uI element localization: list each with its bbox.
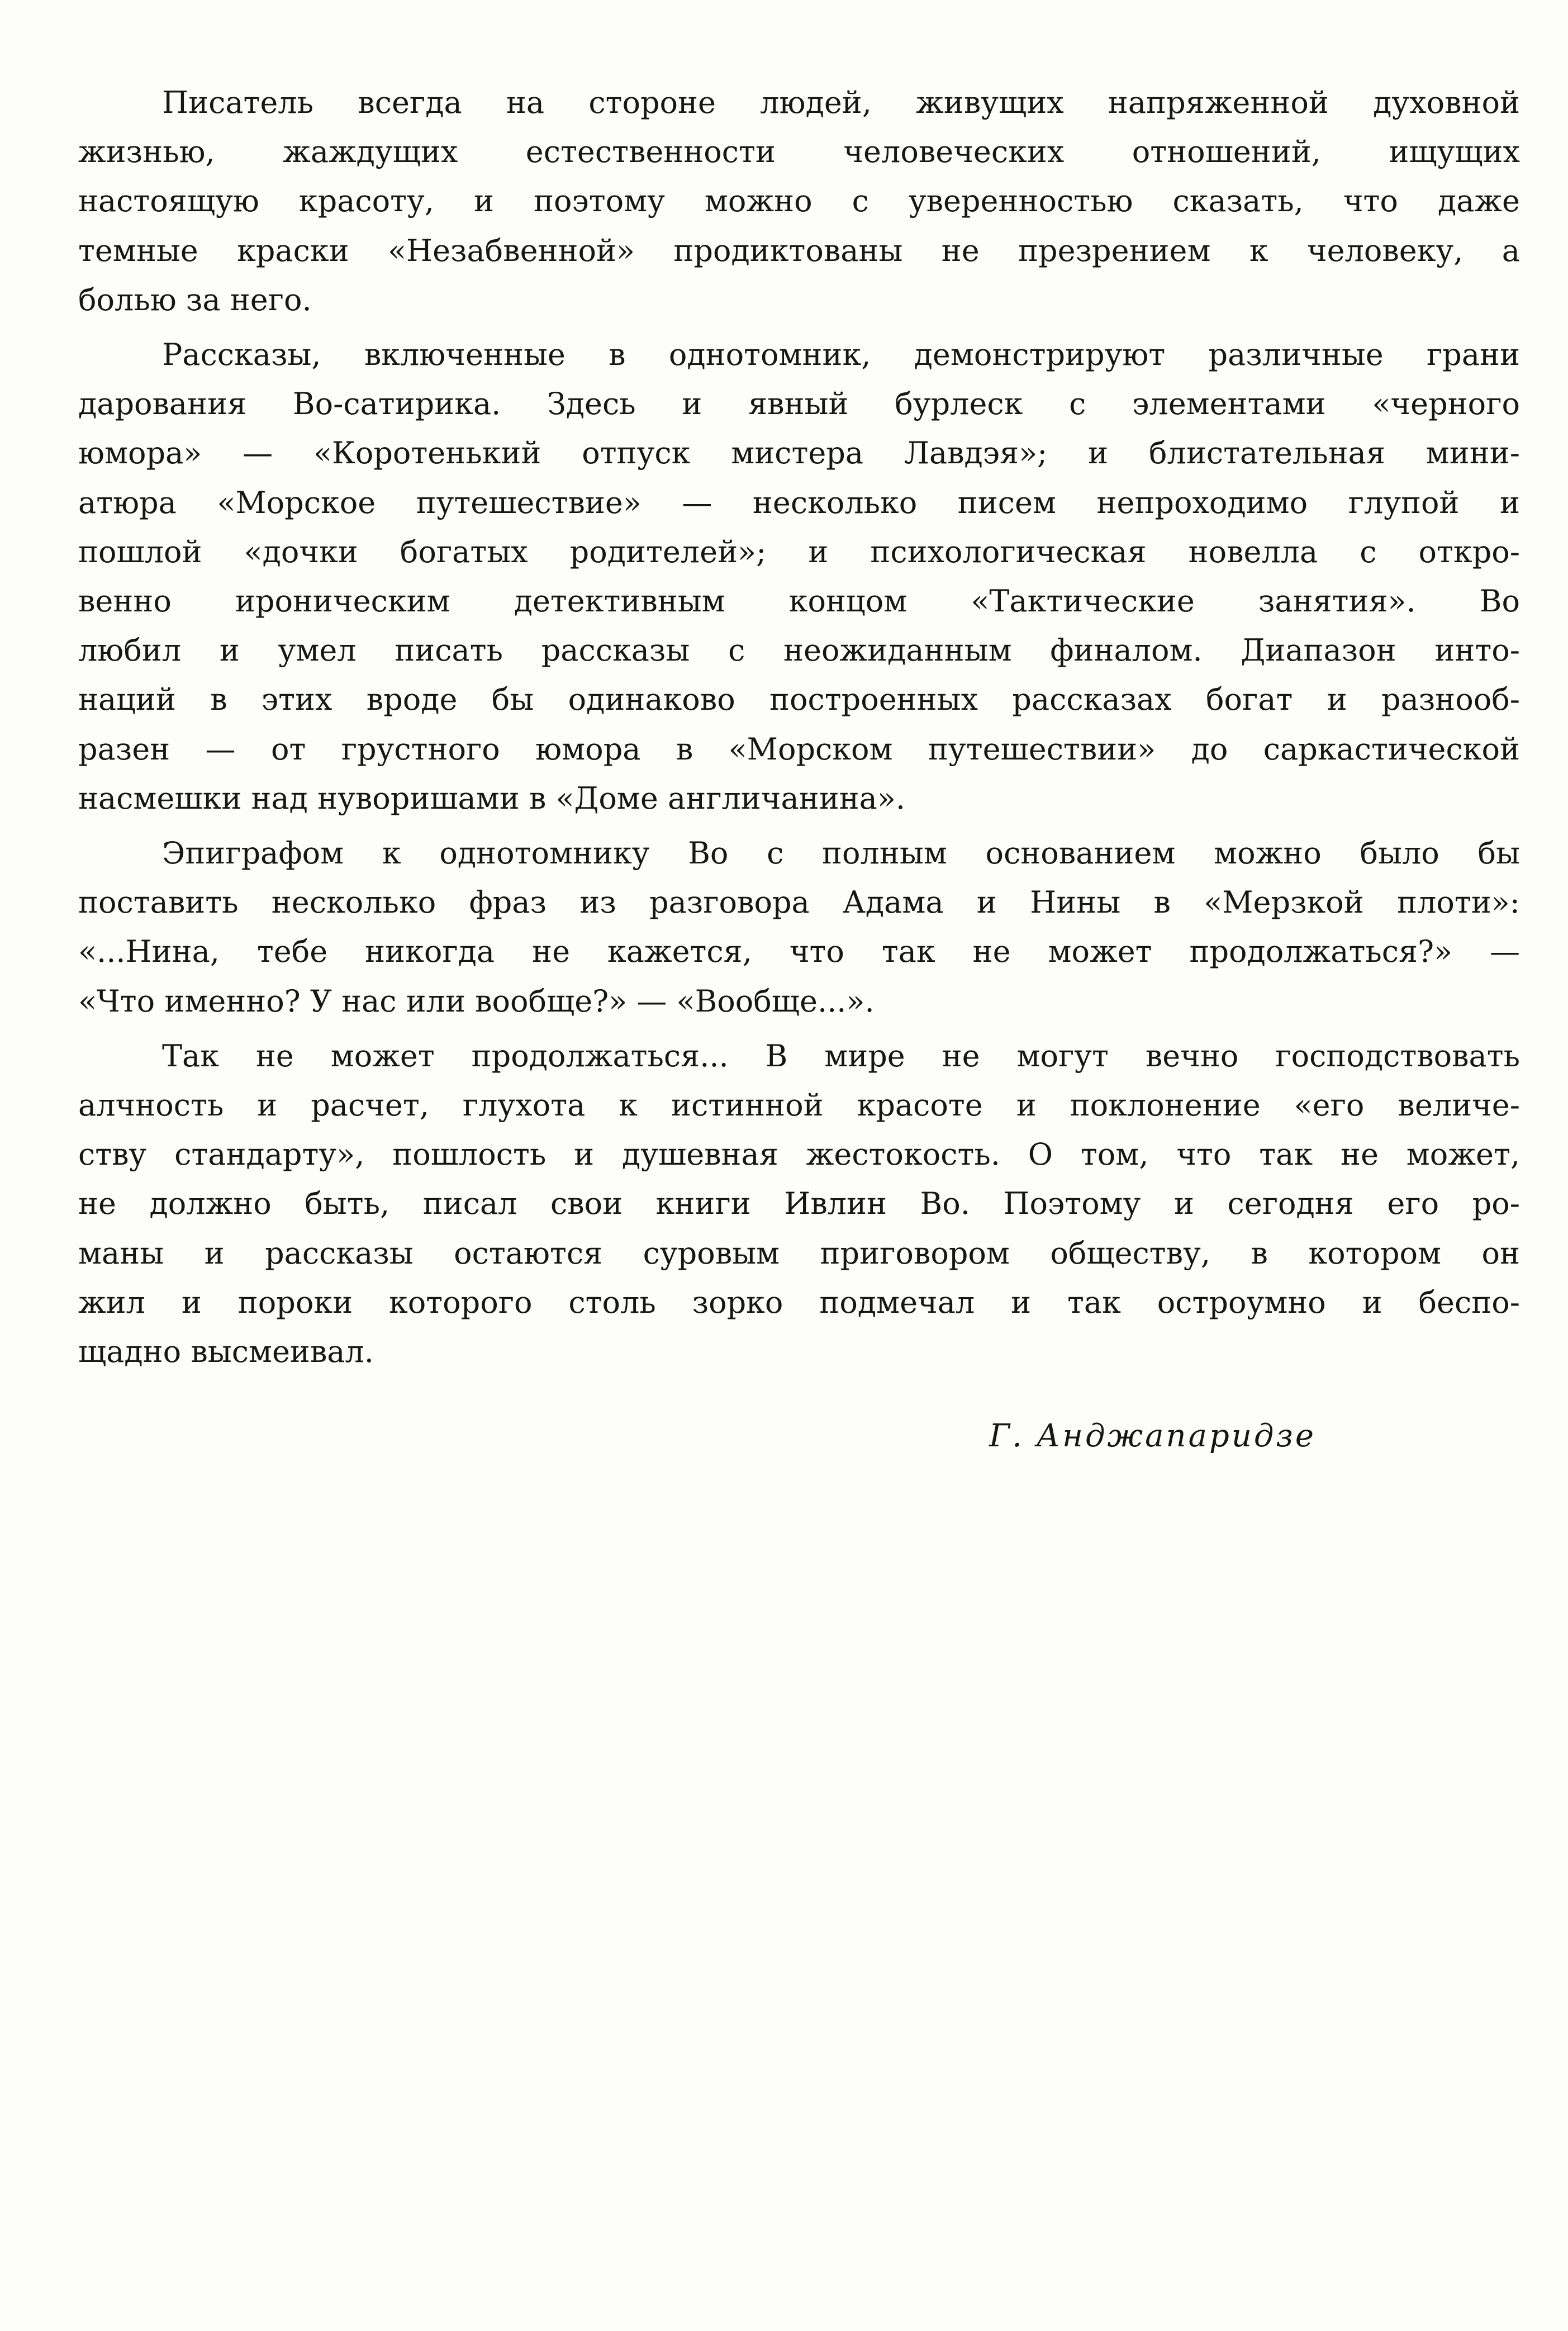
page-body xyxy=(78,78,1520,1376)
text-line: разен — от грустного юмора в «Морском путешествии» до саркастической xyxy=(78,731,1520,767)
text-line: атюра «Морское путешествие» — несколько писем непроходимо глупой и xyxy=(78,485,1520,520)
text-line: жизнью, жаждущих естественности человеческих отношений, ищущих xyxy=(78,134,1520,170)
text-line: темные краски «Незабвенной» продиктованы не презрением к человеку, а xyxy=(78,232,1520,268)
paragraph-1 xyxy=(78,78,1520,325)
text-line: дарования Во-сатирика. Здесь и явный бурлеск с элементами «черного xyxy=(78,386,1520,422)
text-line: жил и пороки которого столь зорко подмечал и так остроумно и беспо- xyxy=(78,1284,1520,1320)
text-line: Писатель всегда на стороне людей, живущих напряженной духовной xyxy=(162,85,1520,120)
text-line: пошлой «дочки богатых родителей»; и психологическая новелла с откро- xyxy=(78,534,1520,569)
text-line: «Что именно? У нас или вообще?» — «Вообще...». xyxy=(78,983,875,1019)
text-line: любил и умел писать рассказы с неожиданным финалом. Диапазон инто- xyxy=(78,633,1520,668)
paragraph-4 xyxy=(78,1032,1520,1376)
text-line: настоящую красоту, и поэтому можно с уверенностью сказать, что даже xyxy=(78,183,1520,219)
text-line: щадно высмеивал. xyxy=(78,1334,374,1370)
text-line: алчность и расчет, глухота к истинной красоте и поклонение «его величе- xyxy=(78,1088,1520,1123)
text-line: наций в этих вроде бы одинаково построенных рассказах богат и разнооб- xyxy=(78,682,1520,718)
text-line: поставить несколько фраз из разговора Адама и Нины в «Мерзкой плоти»: xyxy=(78,885,1520,920)
text-line: венно ироническим детективным концом «Тактические занятия». Во xyxy=(78,583,1520,619)
author-signature: Г. Анджапаридзе xyxy=(989,1418,1317,1454)
text-line: Эпиграфом к однотомнику Во с полным основанием можно было бы xyxy=(162,835,1520,871)
text-line: «...Нина, тебе никогда не кажется, что так не может продолжаться?» — xyxy=(78,934,1520,970)
text-line: Рассказы, включенные в однотомник, демонстрируют различные грани xyxy=(162,337,1520,373)
text-line: Так не может продолжаться... В мире не могут вечно господствовать xyxy=(162,1038,1520,1074)
text-line: болью за него. xyxy=(78,282,312,317)
paragraph-2 xyxy=(78,330,1520,823)
text-line: насмешки над нуворишами в «Доме англичанина». xyxy=(78,780,906,816)
text-line: юмора» — «Коротенький отпуск мистера Лавдэя»; и блистательная мини- xyxy=(78,435,1520,471)
paragraph-3 xyxy=(78,829,1520,1026)
text-line: не должно быть, писал свои книги Ивлин Во. Поэтому и сегодня его ро- xyxy=(78,1186,1520,1222)
text-line: маны и рассказы остаются суровым приговором обществу, в котором он xyxy=(78,1235,1520,1271)
text-line: ству стандарту», пошлость и душевная жестокость. О том, что так не может, xyxy=(78,1137,1520,1172)
